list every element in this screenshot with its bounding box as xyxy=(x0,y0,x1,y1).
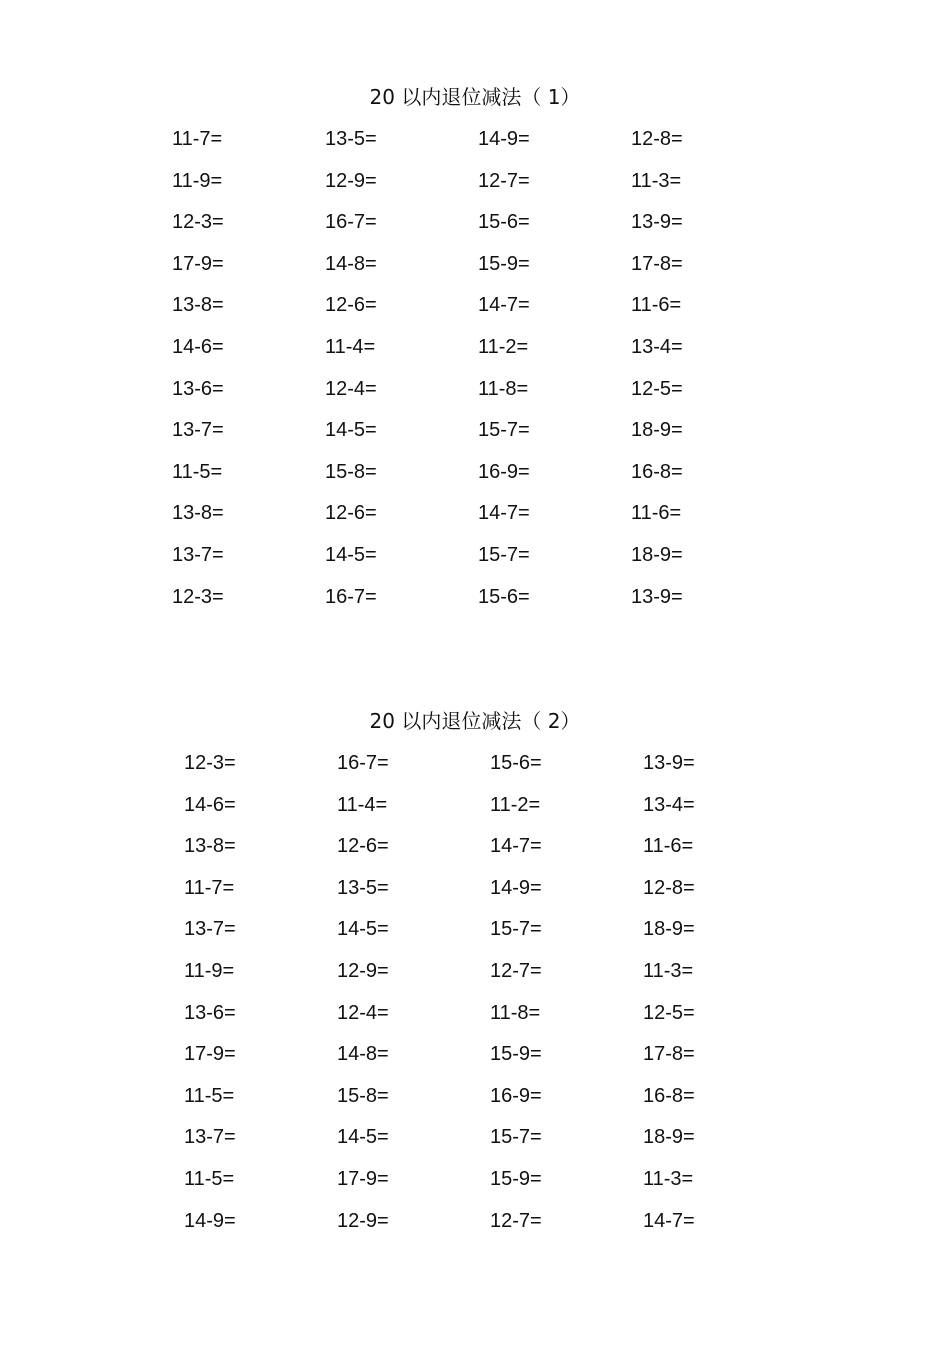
math-problem: 16-7= xyxy=(325,211,377,234)
math-problem: 16-7= xyxy=(337,752,389,774)
math-problem: 15-9= xyxy=(478,252,530,275)
math-problem: 15-6= xyxy=(478,211,530,234)
math-problem: 14-7= xyxy=(643,1209,695,1232)
math-problem: 14-7= xyxy=(478,294,530,317)
math-problem: 11-8= xyxy=(490,1001,541,1024)
math-problem: 15-6= xyxy=(478,585,530,608)
section-title: 20 以内退位减法（ 1） xyxy=(369,85,581,109)
math-problem: 17-9= xyxy=(172,252,224,275)
problem-grid xyxy=(184,746,796,1245)
math-problem: 13-6= xyxy=(172,377,224,400)
math-problem: 15-7= xyxy=(490,1126,542,1149)
math-problem: 14-7= xyxy=(478,502,530,525)
math-problem: 11-7= xyxy=(172,128,223,150)
math-problem: 14-5= xyxy=(325,543,377,566)
math-problem: 13-5= xyxy=(325,128,377,150)
math-problem: 16-9= xyxy=(478,460,530,483)
math-problem: 13-5= xyxy=(337,876,389,899)
math-problem: 12-9= xyxy=(337,959,389,982)
math-problem: 18-9= xyxy=(631,543,683,566)
math-problem: 14-9= xyxy=(490,876,542,899)
math-problem: 13-9= xyxy=(643,752,695,774)
math-problem: 14-7= xyxy=(490,835,542,858)
math-problem: 13-9= xyxy=(631,211,683,234)
math-problem: 12-8= xyxy=(631,128,683,150)
math-problem: 14-6= xyxy=(172,335,224,358)
math-problem: 11-5= xyxy=(172,460,223,483)
math-problem: 15-8= xyxy=(337,1084,389,1107)
math-problem: 17-8= xyxy=(643,1043,695,1066)
math-problem: 16-7= xyxy=(325,585,377,608)
math-problem: 11-2= xyxy=(490,793,541,816)
math-problem: 12-7= xyxy=(490,1209,542,1232)
math-problem: 11-2= xyxy=(478,335,529,358)
math-problem: 12-6= xyxy=(325,294,377,317)
math-problem: 16-8= xyxy=(631,460,683,483)
math-problem: 11-9= xyxy=(172,169,223,192)
math-problem: 12-4= xyxy=(337,1001,389,1024)
math-problem: 12-9= xyxy=(337,1209,389,1232)
problem-grid xyxy=(172,122,784,621)
math-problem: 14-8= xyxy=(337,1043,389,1066)
math-problem: 14-9= xyxy=(184,1209,236,1232)
math-problem: 14-9= xyxy=(478,128,530,150)
math-problem: 11-4= xyxy=(325,335,376,358)
math-problem: 11-6= xyxy=(631,502,682,525)
math-problem: 13-7= xyxy=(172,543,224,566)
math-problem: 14-5= xyxy=(337,1126,389,1149)
math-problem: 15-6= xyxy=(490,752,542,774)
math-problem: 14-6= xyxy=(184,793,236,816)
math-problem: 12-4= xyxy=(325,377,377,400)
math-problem: 12-3= xyxy=(172,211,224,234)
math-problem: 17-9= xyxy=(184,1043,236,1066)
math-problem: 12-7= xyxy=(490,959,542,982)
math-problem: 12-8= xyxy=(643,876,695,899)
math-problem: 13-6= xyxy=(184,1001,236,1024)
math-problem: 17-9= xyxy=(337,1167,389,1190)
math-problem: 18-9= xyxy=(643,1126,695,1149)
math-problem: 18-9= xyxy=(631,419,683,442)
math-problem: 11-7= xyxy=(184,876,235,899)
math-problem: 12-3= xyxy=(172,585,224,608)
math-problem: 11-4= xyxy=(337,793,388,816)
math-problem: 16-9= xyxy=(490,1084,542,1107)
math-problem: 12-5= xyxy=(643,1001,695,1024)
math-problem: 11-5= xyxy=(184,1084,235,1107)
math-problem: 11-8= xyxy=(478,377,529,400)
math-problem: 12-9= xyxy=(325,169,377,192)
math-problem: 15-7= xyxy=(490,918,542,941)
math-problem: 12-5= xyxy=(631,377,683,400)
math-problem: 12-6= xyxy=(337,835,389,858)
math-problem: 18-9= xyxy=(643,918,695,941)
math-problem: 15-7= xyxy=(478,419,530,442)
math-problem: 14-5= xyxy=(325,419,377,442)
math-problem: 14-8= xyxy=(325,252,377,275)
math-problem: 13-8= xyxy=(172,502,224,525)
math-problem: 15-9= xyxy=(490,1167,542,1190)
math-problem: 11-6= xyxy=(643,835,694,858)
math-problem: 13-8= xyxy=(184,835,236,858)
math-problem: 13-7= xyxy=(184,1126,236,1149)
math-problem: 11-3= xyxy=(643,959,694,982)
math-problem: 11-5= xyxy=(184,1167,235,1190)
math-problem: 13-4= xyxy=(631,335,683,358)
math-problem: 12-7= xyxy=(478,169,530,192)
math-problem: 13-4= xyxy=(643,793,695,816)
math-problem: 11-6= xyxy=(631,294,682,317)
math-problem: 13-7= xyxy=(172,419,224,442)
math-problem: 11-9= xyxy=(184,959,235,982)
math-problem: 11-3= xyxy=(643,1167,694,1190)
math-problem: 11-3= xyxy=(631,169,682,192)
section-title: 20 以内退位减法（ 2） xyxy=(369,709,581,733)
math-problem: 13-8= xyxy=(172,294,224,317)
math-problem: 13-7= xyxy=(184,918,236,941)
math-problem: 16-8= xyxy=(643,1084,695,1107)
math-problem: 12-3= xyxy=(184,752,236,774)
math-problem: 14-5= xyxy=(337,918,389,941)
math-problem: 15-8= xyxy=(325,460,377,483)
math-problem: 15-7= xyxy=(478,543,530,566)
math-problem: 17-8= xyxy=(631,252,683,275)
math-problem: 15-9= xyxy=(490,1043,542,1066)
math-problem: 13-9= xyxy=(631,585,683,608)
math-problem: 12-6= xyxy=(325,502,377,525)
